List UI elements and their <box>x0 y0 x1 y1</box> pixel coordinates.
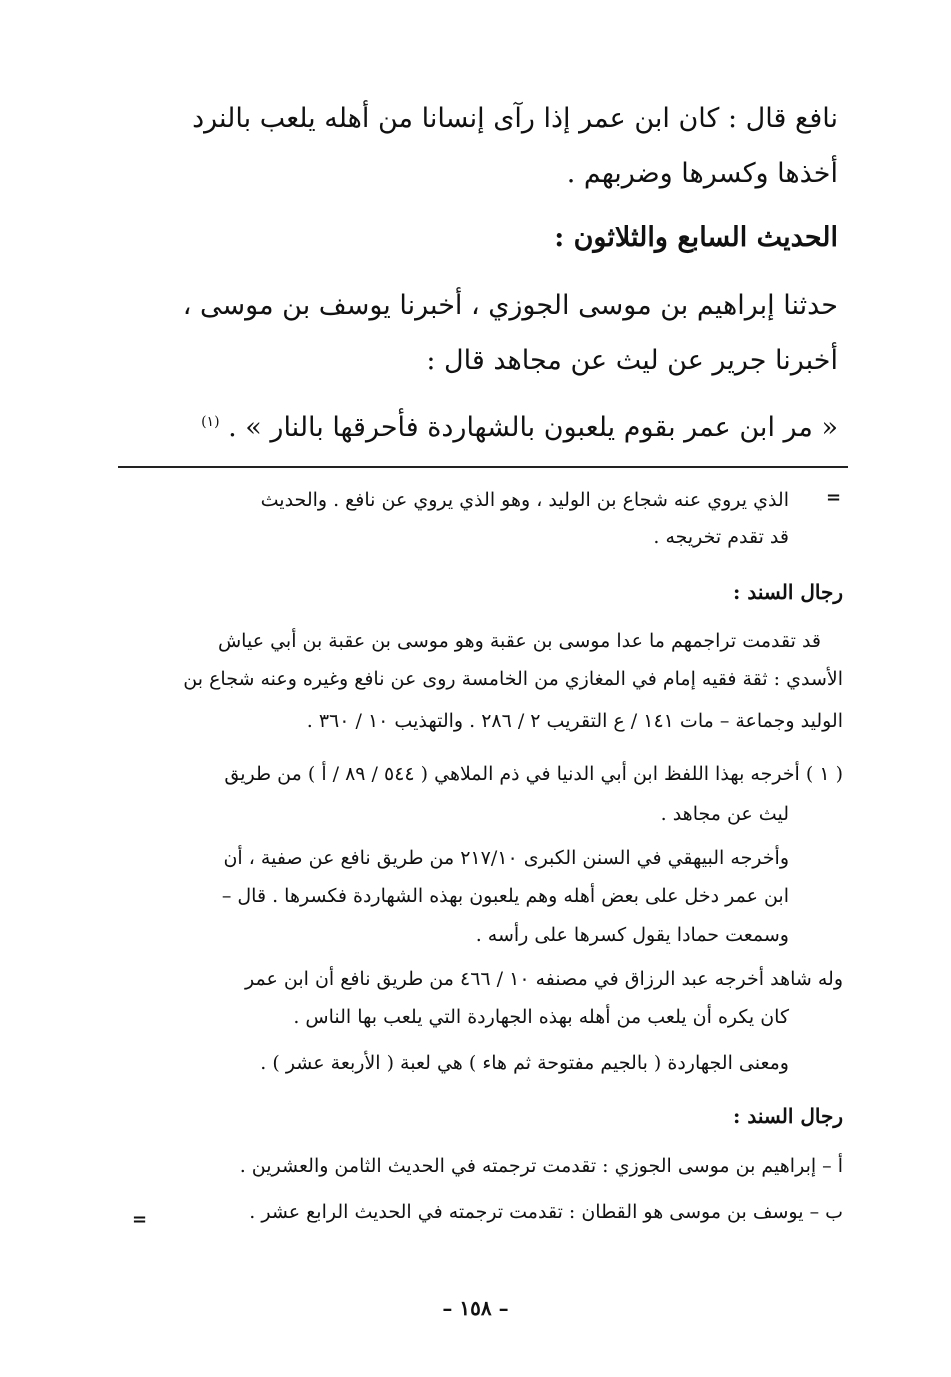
hadith-heading: الحديث السابع والثلاثون : <box>554 222 838 253</box>
sanad1-line-2: الأسدي : ثقة فقيه إمام في المغازي من الخامسة روى عن نافع وغيره وعنه شجاع بن <box>183 668 843 690</box>
sanad-heading-1: رجال السند : <box>733 580 843 604</box>
main-line-1: نافع قال : كان ابن عمر إذا رآى إنسانا من أهله يلعب بالنرد <box>192 103 838 134</box>
footnote1-line-2: ليث عن مجاهد . <box>660 803 789 825</box>
main-line-4: أخبرنا جرير عن ليث عن مجاهد قال : <box>426 345 838 376</box>
footnote-separator <box>118 466 848 468</box>
hadith-quote <box>201 412 838 444</box>
footnote1-line-7: كان يكره أن يلعب من أهله بهذه الجهاردة التي يلعب بها الناس . <box>293 1006 789 1028</box>
footnote-cont-line-1: الذي يروي عنه شجاع بن الوليد ، وهو الذي يروي عن نافع . والحديث <box>260 489 789 511</box>
footnote1-line-4: ابن عمر دخل على بعض أهله وهم يلعبون بهذه الشهاردة فكسرها . قال – <box>221 885 789 907</box>
footnote-cont-line-2: قد تقدم تخريجه . <box>653 526 789 548</box>
continuation-mark: = <box>826 487 842 508</box>
footnote1-line-8: ومعنى الجهاردة ( بالجيم مفتوحة ثم هاء ) هي لعبة ( الأربعة عشر ) . <box>260 1052 789 1074</box>
sanad-heading-2: رجال السند : <box>733 1104 843 1128</box>
sanad2-line-1: أ – إبراهيم بن موسى الجوزي : تقدمت ترجمته في الحديث الثامن والعشرين . <box>239 1155 843 1177</box>
main-line-2: أخذها وكسرها وضربهم . <box>566 158 838 189</box>
end-continuation-mark: = <box>132 1209 148 1230</box>
footnote1-line-3: وأخرجه البيهقي في السنن الكبرى ٢١٧/١٠ من طريق نافع عن صفية ، أن <box>223 847 789 869</box>
footnote1-line-6: وله شاهد أخرجه عبد الرزاق في مصنفه ١٠ / ٤٦٦ من طريق نافع أن ابن عمر <box>245 968 843 990</box>
sanad1-line-3: الوليد وجماعة – مات ١٤١ / ع التقريب ٢ / ٢٨٦ . والتهذيب ١٠ / ٣٦٠ . <box>306 710 843 732</box>
sanad1-line-1: قد تقدمت تراجمهم ما عدا موسى بن عقبة وهو موسى بن عقبة بن أبي عياش <box>217 630 821 652</box>
quote-text: « مر ابن عمر بقوم يلعبون بالشهاردة فأحرقها بالنار » . <box>228 412 838 443</box>
sanad2-line-2: ب – يوسف بن موسى هو القطان : تقدمت ترجمته في الحديث الرابع عشر . <box>249 1201 843 1223</box>
footnote-ref[interactable]: (١) <box>201 414 220 430</box>
footnote1-line-1: ( ١ ) أخرجه بهذا اللفظ ابن أبي الدنيا في ذم الملاهي ( ٥٤٤ / ٨٩ / أ ) من طريق <box>224 763 843 785</box>
footnote1-line-5: وسمعت حمادا يقول كسرها على رأسه . <box>475 924 789 946</box>
main-line-3: حدثنا إبراهيم بن موسى الجوزي ، أخبرنا يوسف بن موسى ، <box>182 290 838 321</box>
page-number: – ١٥٨ – <box>442 1296 509 1320</box>
